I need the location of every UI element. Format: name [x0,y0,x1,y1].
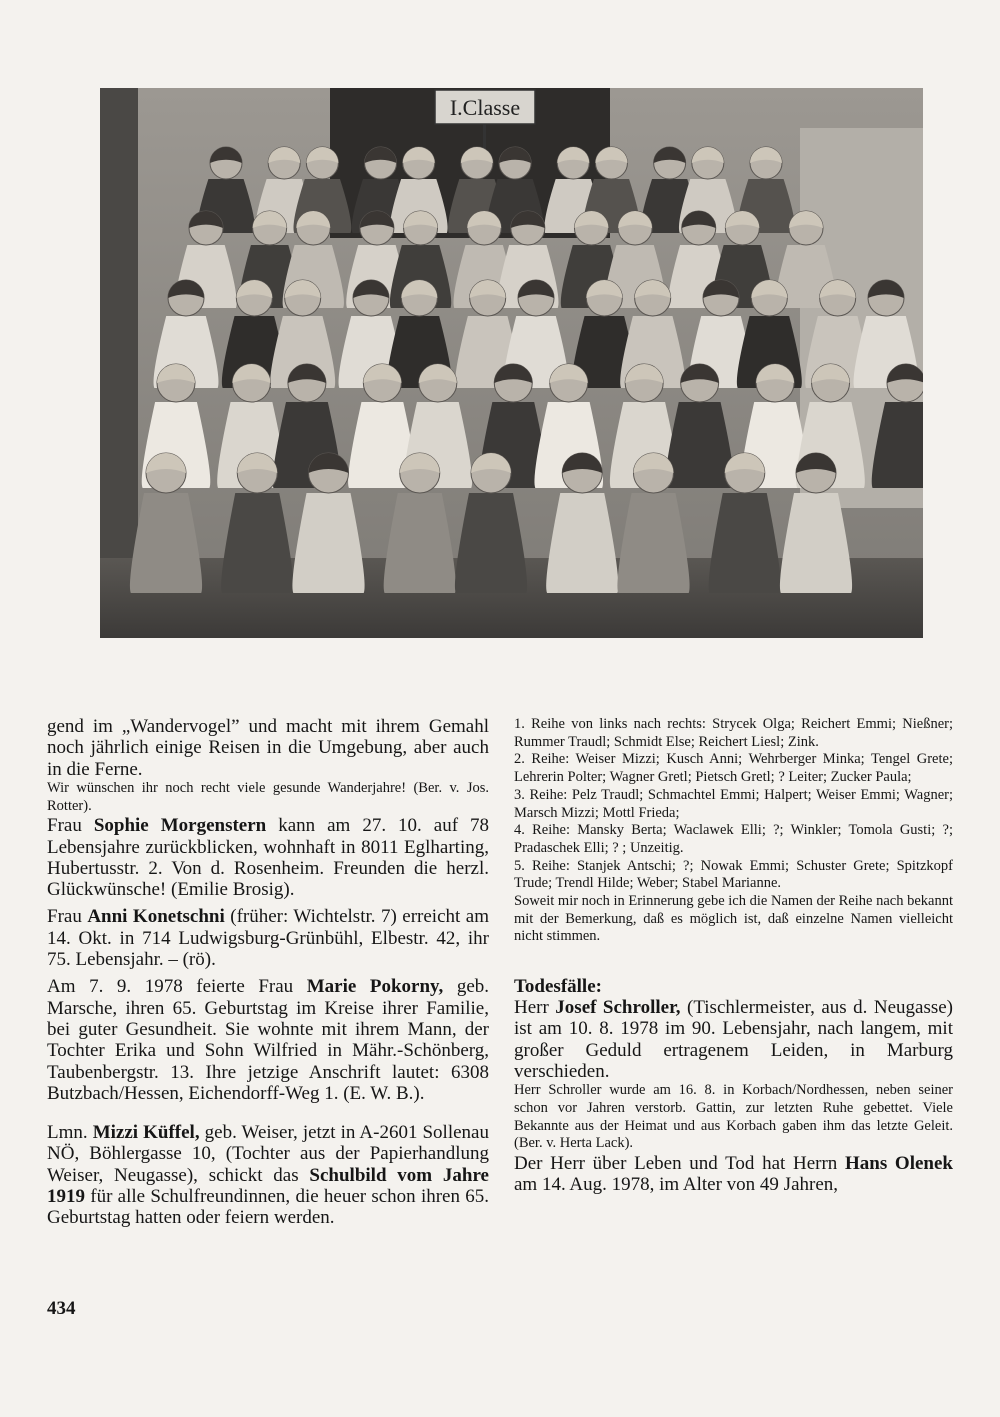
kueffel-prefix: Lmn. [47,1122,93,1144]
photo-caption-row-3: 3. Reihe: Pelz Traudl; Schmachtel Emmi; Halpert; Weiser Emmi; Wagner; Marsch Mizzi; Mottl Frieda; [514,786,953,821]
morgenstern-name: Sophie Morgenstern [93,815,267,837]
olenek-prefix: Der Herr über Leben und Tod hat Herrn [514,1153,845,1175]
wandervogel-paragraph: gend im „Wandervogel” und macht mit ihrem Gemahl noch jährlich einige Reisen in die Umgebung, aber auch in die Ferne. [47,716,489,780]
schroller-name: Josef Schroller, [555,997,681,1019]
deaths-heading: Todesfälle: [514,976,602,998]
pokorny-text: geb. Marsche, ihren 65. Geburtstag im Kreise ihrer Familie, bei guter Gesundheit. Sie wohnte mit ihrem Mann, der Tochter Erika und Sohn Wilfried in Mähr.-Schönberg, Taubenbergstr. 13. Ihre jetzige Anschrift lautet: 6308 Butzbach/Hessen, Eichendorff-Weg 1. (E. W. B.). [47,976,490,1104]
schroller-paragraph [514,997,953,1082]
photo-caption-row-5: 5. Reihe: Stanjek Antschi; ?; Nowak Emmi; Schuster Grete; Spitzkopf Trude; Trendl Hilde; Weber; Stabel Marianne. [514,857,953,892]
right-column [514,716,953,1196]
photo-left-edge [100,88,138,638]
schulbild-title: Schulbild vom Jahre 1919 [47,1164,489,1208]
photo-caption-note: Soweit mir noch in Erinnerung gebe ich die Namen der Reihe nach bekannt mit der Bemerkung, daß es möglich ist, daß einzelne Namen vielleicht nicht stimmen. [514,893,953,945]
wandervogel-note: Wir wünschen ihr noch recht viele gesunde Wanderjahre! (Ber. v. Jos. Rotter). [47,779,489,814]
photo-class-sign-text: I.Classe [449,95,521,120]
konetschni-prefix: Frau [47,906,88,928]
pokorny-name: Marie Pokorny, [306,976,444,998]
morgenstern-prefix: Frau [47,815,94,837]
schroller-prefix: Herr [514,997,556,1019]
konetschni-name: Anni Konetschni [87,906,225,928]
class-photo-illustration [100,88,923,638]
class-photo [100,88,923,638]
morgenstern-text: kann am 27. 10. auf 78 Lebensjahre zurückblicken, wohnhaft in 8011 Eglharting, Hubertusstr. 2. Von d. Rosenheim. Freunden die herzl. Glückwünsche! (Emilie Brosig). [47,815,490,901]
schroller-text: (Tischlermeister, aus d. Neugasse) ist am 10. 8. 1978 im 90. Lebensjahr, nach langem, mit großer Geduld ertragenem Leiden, in Marburg verschieden. [514,997,953,1083]
photo-caption-row-2: 2. Reihe: Weiser Mizzi; Kusch Anni; Wehrberger Minka; Tengel Grete; Lehrerin Polter; Wagner Gretl; Pietsch Gretl; ? Leiter; Zucker Paula; [514,751,953,786]
photo-caption-row-1: 1. Reihe von links nach rechts: Strycek Olga; Reichert Emmi; Nießner; Rummer Traudl; Schmidt Else; Reichert Liesl; Zink. [514,716,953,750]
page-number: 434 [47,1298,76,1319]
kueffel-text-1: geb. Weiser, jetzt in A-2601 Sollenau NÖ, Böhlergasse 10, (Tochter aus der Papierhandlung Weiser, Neugasse), schickt das [47,1122,489,1186]
olenek-name: Hans Olenek [845,1153,953,1175]
pokorny-prefix: Am 7. 9. 1978 feierte Frau [47,976,307,998]
konetschni-paragraph [47,906,489,970]
kueffel-paragraph [47,1122,489,1228]
schroller-note: Herr Schroller wurde am 16. 8. in Korbach/Nordhessen, neben seiner schon vor Jahren verstorb. Gattin, zur letzten Ruhe gebettet. Viele Bekannte aus der Heimat und aus Korbach gaben ihm das letzte Geleit. (Ber. v. Herta Lack). [514,1082,953,1152]
pokorny-paragraph [47,976,489,1104]
photo-caption-row-4: 4. Reihe: Mansky Berta; Waclawek Elli; ?; Winkler; Tomola Gusti; ?; Pradaschek Elli; ? ; Unzeitig. [514,822,953,856]
konetschni-text: (früher: Wichtelstr. 7) erreicht am 14. Okt. in 714 Ludwigsburg-Grünbühl, Elbestr. 42, ihr 75. Lebensjahr. – (rö). [47,906,489,971]
olenek-text: am 14. Aug. 1978, im Alter von 49 Jahren, [514,1174,839,1196]
kueffel-name: Mizzi Küffel, [92,1122,200,1144]
left-column [47,716,489,1229]
morgenstern-paragraph [47,815,489,900]
olenek-paragraph [514,1153,953,1196]
kueffel-text-2: für alle Schulfreundinnen, die heuer schon ihren 65. Geburtstag hatten oder feiern werden. [47,1186,489,1229]
